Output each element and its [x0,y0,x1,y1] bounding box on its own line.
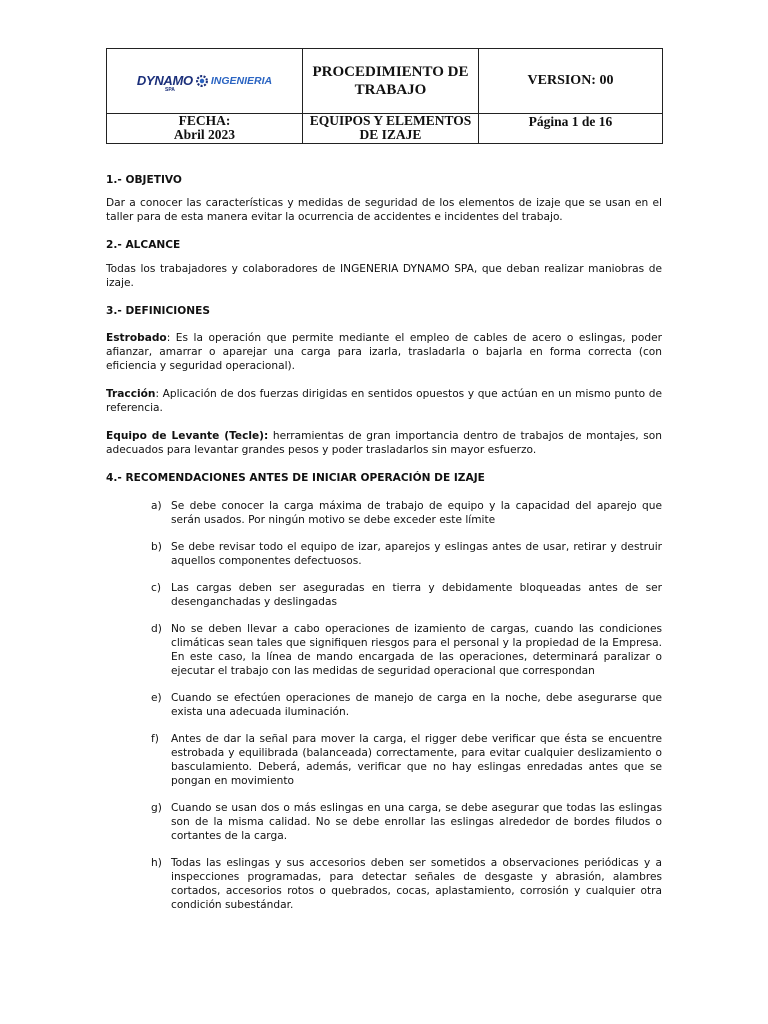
gear-icon [195,74,209,88]
list-item-text: Antes de dar la señal para mover la carga, el rigger debe verificar que ésta se encuentre estrobada y equilibrada (balanceada) correctamente, para evitar cualquier deslizamiento o basculamiento. Deberá, además, verificar que no hay eslingas enredadas antes que se pongan en movimiento [171,733,662,787]
section-heading-recomendaciones: 4.- RECOMENDACIONES ANTES DE INICIAR OPERACIÓN DE IZAJE [106,472,485,484]
list-item-letter: a) [151,500,162,512]
list-item-text: No se deben llevar a cabo operaciones de izamiento de cargas, cuando las condiciones climáticas sean tales que signifiquen riesgos para el personal y la propiedad de la Empresa. En este caso, la línea de mando encargada de las operaciones, determinará paralizar o ejecutar el trabajo con las medidas de seguridad operacional que correspondan [171,623,662,677]
definition-equipo-levante [106,429,662,457]
definition-text: : Es la operación que permite mediante el empleo de cables de acero o eslingas, poder afianzar, amarrar o aparejar una carga para izarla, trasladarla o bajarla en forma correcta (con eficiencia y seguridad operacional). [106,332,662,372]
list-item [151,499,662,527]
list-item [151,540,662,568]
logo-subtext: INGENIERIA [210,74,273,87]
list-item [151,691,662,719]
logo-cell [107,49,303,114]
procedure-title: PROCEDIMIENTO DE TRABAJO [303,49,479,114]
list-item-letter: f) [151,733,159,745]
date-cell [107,113,303,143]
list-item-text: Se debe revisar todo el equipo de izar, aparejos y eslingas antes de usar, retirar y destruir aquellos componentes defectuosos. [171,541,662,567]
version-label: VERSION: 00 [479,49,663,114]
company-logo [107,73,302,94]
alcance-paragraph: Todas los trabajadores y colaboradores de INGENERIA DYNAMO SPA, que deban realizar maniobras de izaje. [106,263,662,289]
definition-traccion [106,387,662,415]
definition-text: herramientas de gran importancia dentro de trabajos de montajes, son adecuados para levantar grandes pesos y poder trasladarlos sin mayor esfuerzo. [106,430,662,456]
list-item-text: Se debe conocer la carga máxima de trabajo de equipo y la capacidad del aparejo que serán usados. Por ningún motivo se debe exceder este límite [171,500,662,526]
list-item-letter: e) [151,692,162,704]
list-item-letter: d) [151,623,162,635]
list-item-letter: c) [151,582,161,594]
date-label: FECHA: [178,113,231,129]
definition-estrobado [106,331,662,373]
list-item [151,581,662,609]
logo-spa-text: SPA [165,87,175,94]
list-item [151,856,662,912]
definition-term: Equipo de Levante (Tecle): [106,430,269,442]
section-heading-definiciones: 3.- DEFINICIONES [106,305,210,317]
document-body [106,168,662,912]
section-heading-alcance: 2.- ALCANCE [106,239,181,251]
list-item-text: Todas las eslingas y sus accesorios deben ser sometidos a observaciones periódicas y a inspecciones programadas, para detectar señales de desgaste y abrasión, alambres cortados, accesorios rotos o quebrados, cocas, aplastamiento, corrosión y cualquier otra condición subestándar. [171,857,662,911]
page-number: Página 1 de 16 [479,113,663,143]
logo-text: DYNAMO [136,73,193,89]
list-item-text: Cuando se efectúen operaciones de manejo de carga en la noche, debe asegurarse que exista una adecuada iluminación. [171,692,662,718]
definition-term: Estrobado [106,332,167,344]
objetivo-paragraph: Dar a conocer las características y medidas de seguridad de los elementos de izaje que se usan en el taller para de esta manera evitar la ocurrencia de accidentes e incidentes del trabajo. [106,197,662,223]
list-item-text: Cuando se usan dos o más eslingas en una carga, se debe asegurar que todas las eslingas son de la misma calidad. No se debe enrollar las eslingas alrededor de bordes filudos o cortantes de la carga. [171,802,662,842]
list-item [151,732,662,788]
recommendations-list [151,499,662,912]
list-item [151,622,662,678]
list-item-letter: g) [151,802,162,814]
section-heading-objetivo: 1.- OBJETIVO [106,174,182,186]
definition-text: : Aplicación de dos fuerzas dirigidas en sentidos opuestos y que actúan en un mismo punto de referencia. [106,388,662,414]
list-item-text: Las cargas deben ser aseguradas en tierra y debidamente bloqueadas antes de ser desenganchadas y deslingadas [171,582,662,608]
definition-term: Tracción [106,388,156,400]
date-value: Abril 2023 [173,127,236,143]
document-header-table [106,48,663,144]
list-item [151,801,662,843]
document-subject: EQUIPOS Y ELEMENTOS DE IZAJE [303,113,479,143]
list-item-letter: h) [151,857,162,869]
list-item-letter: b) [151,541,162,553]
